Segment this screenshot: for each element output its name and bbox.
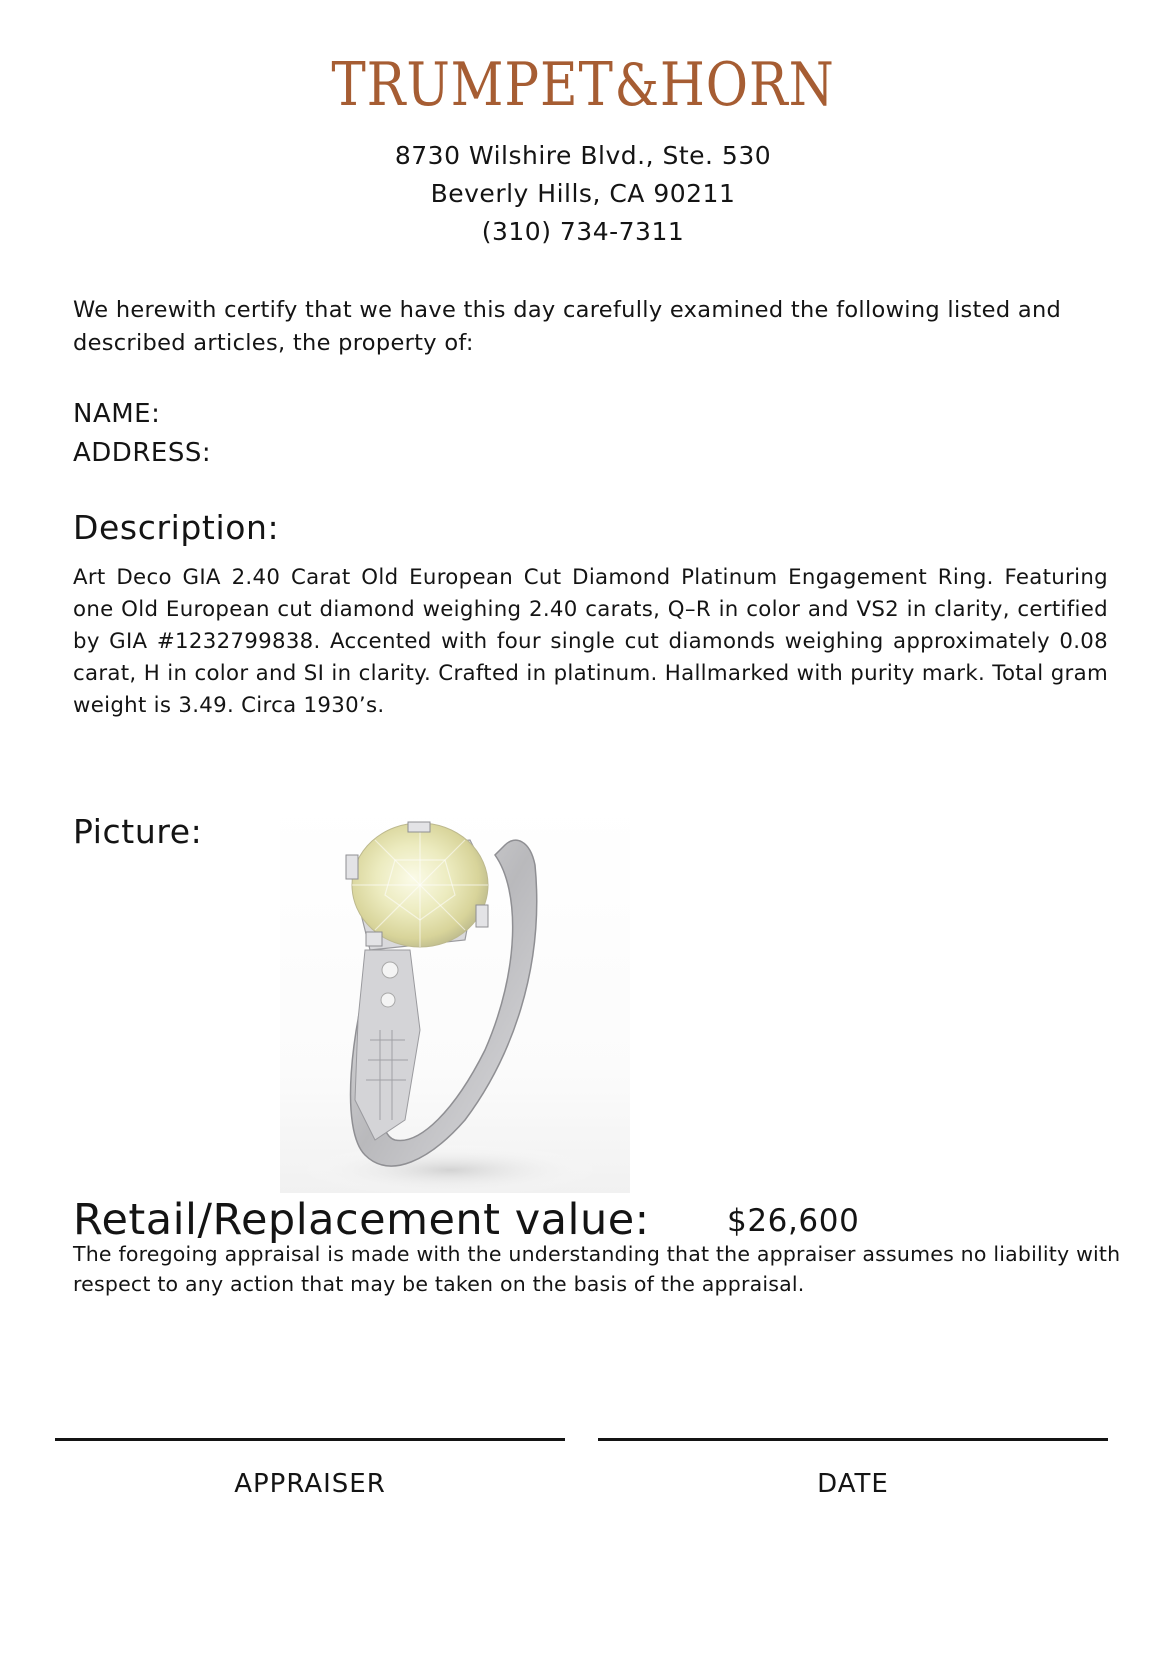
owner-name-label: NAME: bbox=[73, 399, 161, 429]
address-street: 8730 Wilshire Blvd., Ste. 530 bbox=[394, 141, 772, 170]
retail-value-heading: Retail/Replacement value: bbox=[73, 1195, 650, 1245]
company-address bbox=[0, 137, 1166, 251]
appraiser-signature-line bbox=[55, 1438, 565, 1441]
description-heading: Description: bbox=[73, 508, 280, 547]
address-phone: (310) 734-7311 bbox=[481, 217, 685, 246]
retail-value-amount: $26,600 bbox=[727, 1203, 860, 1239]
description-text: Art Deco GIA 2.40 Carat Old European Cut Diamond Platinum Engagement Ring. Featuring one Old European cut diamond weighing 2.40 carats, Q–R in color and VS2 in clarity, certified by GIA #1232799838. Accented with four single cut diamonds weighing approximately 0.08 carat, H in color and SI in clarity. Crafted in platinum. Hallmarked with purity mark. Total gram weight is 3.49. Circa 1930’s. bbox=[73, 565, 1108, 718]
picture-heading: Picture: bbox=[73, 812, 203, 851]
ring-image-icon bbox=[280, 800, 630, 1193]
company-logo bbox=[82, 50, 1085, 120]
logo-word-trumpet: TRUMPET bbox=[331, 50, 614, 120]
date-label: DATE bbox=[817, 1469, 889, 1499]
address-city: Beverly Hills, CA 90211 bbox=[430, 179, 736, 208]
logo-ampersand: & bbox=[614, 51, 660, 119]
certification-statement: We herewith certify that we have this day carefully examined the following listed and described articles, the property of: bbox=[73, 297, 1062, 356]
owner-address-label: ADDRESS: bbox=[73, 438, 212, 468]
date-signature-line bbox=[598, 1438, 1108, 1441]
appraiser-label: APPRAISER bbox=[234, 1469, 386, 1499]
logo-word-horn: HORN bbox=[659, 50, 835, 120]
liability-disclaimer: The foregoing appraisal is made with the understanding that the appraiser assumes no liability with respect to any action that may be taken on the basis of the appraisal. bbox=[73, 1242, 1121, 1296]
ring-photo bbox=[280, 800, 630, 1193]
